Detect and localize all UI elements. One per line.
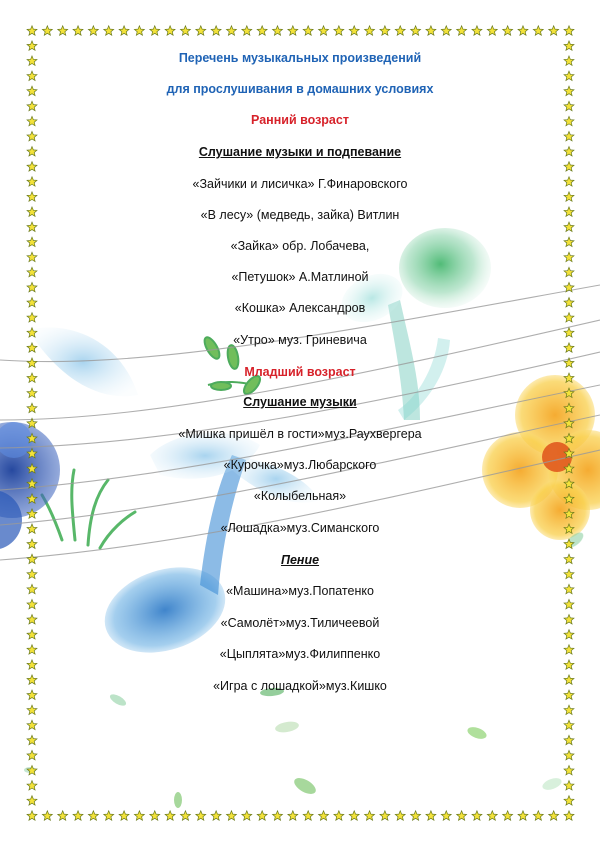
- list-item: «Кошка» Александров: [234, 301, 366, 315]
- list-item: «Зайчики и лисичка» Г.Финаровского: [192, 177, 408, 191]
- section-heading-singing: Пение: [280, 553, 320, 567]
- list-item: «Петушок» А.Матлиной: [231, 270, 369, 284]
- list-item: «Курочка»муз.Любарского: [223, 458, 377, 472]
- list-item: «Лошадка»муз.Симанского: [220, 521, 380, 535]
- list-item: «Игра с лошадкой»муз.Кишко: [213, 679, 387, 693]
- section-heading-listening: Слушание музыки: [243, 395, 357, 409]
- list-item: «Мишка пришёл в гости»муз.Раухвергера: [178, 427, 422, 441]
- title-line-2: для прослушивания в домашних условиях: [166, 82, 434, 96]
- title-line-1: Перечень музыкальных произведений: [178, 51, 422, 65]
- age-group-early: Ранний возраст: [251, 113, 349, 127]
- section-heading-listening-singing: Слушание музыки и подпевание: [198, 145, 402, 159]
- list-item: «Машина»муз.Попатенко: [226, 584, 374, 598]
- age-group-junior: Младший возраст: [244, 365, 356, 379]
- list-item: «Самолёт»муз.Тиличеевой: [220, 616, 380, 630]
- list-item: «Утро» муз. Гриневича: [233, 333, 367, 347]
- list-item: «Зайка» обр. Лобачева,: [230, 239, 370, 253]
- list-item: «Цыплята»муз.Филиппенко: [219, 647, 381, 661]
- list-item: «В лесу» (медведь, зайка) Витлин: [200, 208, 400, 222]
- list-item: «Колыбельная»: [253, 489, 347, 503]
